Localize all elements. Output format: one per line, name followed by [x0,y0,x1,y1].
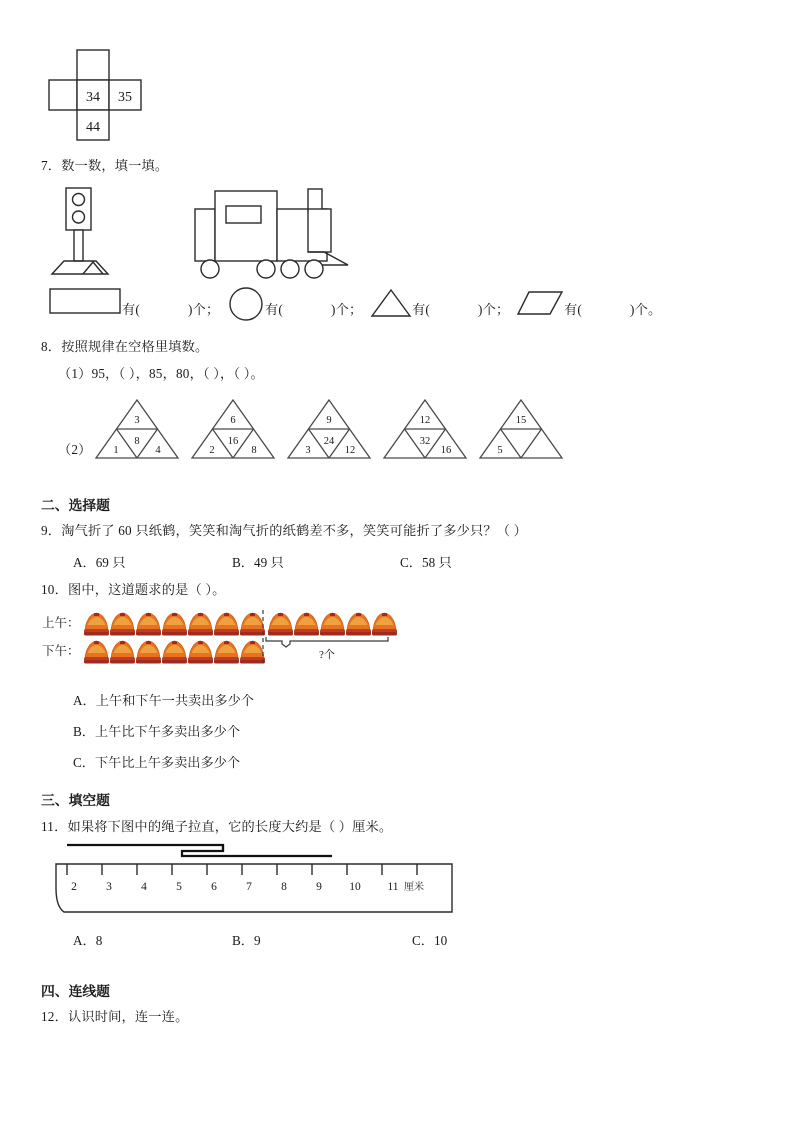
cross-value-mid-center: 34 [86,90,100,105]
rectangle-shape [50,289,120,313]
ruler-tick-4: 4 [141,881,147,893]
tri3-right: 12 [344,445,356,456]
tri2-top: 6 [230,415,236,426]
q10-row1-breads [84,613,397,636]
tri3-mid: 24 [323,436,335,447]
q8-part1-label: （1） [58,366,92,381]
cross-cell-top [77,50,109,80]
tri2-mid: 16 [227,436,239,447]
q7-para-label-before: 有( [564,302,582,317]
train-figure [193,187,358,279]
q7-circle-label-after: )个； [330,302,363,317]
q12-number: 12． [41,1009,68,1024]
signal-base-triangle [83,262,103,274]
q11-option-c[interactable]: C．10 [412,933,448,948]
ruler-tick-3: 3 [106,881,112,893]
q11-number: 11． [41,819,68,834]
q11-option-b[interactable]: B．9 [232,933,261,948]
q12-heading [41,1007,188,1027]
rope-shape [67,845,332,856]
train-wheel-3 [281,260,299,278]
q9-option-b[interactable]: B．49 只 [232,555,284,570]
train-front-block [195,209,215,261]
q7-tri-label-before: 有( [412,302,430,317]
train-wheel-1 [201,260,219,278]
triangle-puzzle-1 [92,398,182,460]
signal-lamp-lower [73,211,85,223]
ruler-tick-7: 7 [246,881,252,893]
q10-prompt: 图中，这道题求的是（ ）。 [67,582,226,597]
train-window [226,206,261,223]
tri2-left: 2 [209,445,215,456]
q7-rect-label-after: )个； [187,302,220,317]
ruler-tick-11: 11 [387,881,399,893]
q7-prompt: 数一数，填一填。 [61,158,169,173]
section-4-title: 四、连线题 [41,984,110,999]
tri5-top: 15 [515,415,527,426]
q11-ruler-figure [56,840,456,922]
q12-prompt: 认识时间，连一连。 [67,1009,189,1024]
tri1-right: 4 [155,445,161,456]
q7-parallelogram-icon [516,290,564,316]
q7-rect-label-before: 有( [122,302,140,317]
train-wheel-4 [305,260,323,278]
triangle-puzzle-3 [284,398,374,460]
q10-brace-label: ?个 [319,649,335,661]
ruler-tick-5: 5 [176,881,182,893]
tri2-right: 8 [251,445,257,456]
circle-shape [230,288,262,320]
q9-heading [41,521,527,541]
triangle-puzzle-5 [476,398,566,460]
ruler-tick-8: 8 [281,881,287,893]
tri5-left: 5 [497,445,503,456]
cross-cell-mid-left [49,80,77,110]
ruler-tick-9: 9 [316,881,322,893]
tri1-left: 1 [113,445,119,456]
ruler-tick-6: 6 [211,881,217,893]
signal-lamp-upper [73,194,85,206]
train-cabin [215,191,277,261]
q7-triangle-label [412,300,509,320]
tri4-right: 16 [440,445,452,456]
q7-heading [41,156,168,176]
triangle-puzzle-2 [188,398,278,460]
triangle-puzzle-4 [380,398,470,460]
ruler-svg [56,840,456,922]
q7-para-label-after: )个。 [629,302,662,317]
traffic-light-figure [46,186,161,281]
q10-option-c[interactable]: C．下午比上午多卖出多少个 [73,755,241,770]
q7-triangle-icon [370,288,412,318]
ruler-ticks [67,864,417,875]
q10-row2-label: 下午： [42,644,80,658]
q7-circle-label-before: 有( [265,302,283,317]
q10-brace [266,637,388,647]
q9-number: 9． [41,523,62,538]
ruler-tick-2: 2 [71,881,77,893]
train-cab-rear [308,209,331,252]
q8-part1 [58,364,264,384]
train-chimney [308,189,322,211]
q9-option-c[interactable]: C．58 只 [400,555,452,570]
tri3-top: 9 [326,415,332,426]
cross-value-bottom: 44 [86,120,100,135]
q11-heading [41,817,392,837]
q8-heading [41,337,208,357]
q7-circle-label [265,300,362,320]
q7-rect-label [122,300,219,320]
ruler-unit-label: 厘米 [404,882,424,893]
triangle-shape [372,290,410,316]
q11-prompt: 如果将下图中的绳子拉直，它的长度大约是（ ）厘米。 [67,819,393,834]
traffic-light-svg [46,186,161,281]
signal-base-trapezoid [52,261,108,274]
bread-diagram-svg [84,610,364,672]
tri1-mid: 8 [134,436,140,447]
q10-option-a[interactable]: A．上午和下午一共卖出多少个 [73,693,254,708]
q7-number: 7． [41,158,62,173]
q10-option-b[interactable]: B．上午比下午多卖出多少个 [73,724,241,739]
section-3-title: 三、填空题 [41,793,110,808]
q10-row1-label: 上午： [42,616,80,630]
ruler-tick-10: 10 [349,881,361,893]
q10-bread-diagram [84,610,364,672]
parallelogram-shape [518,292,562,314]
q8-number: 8． [41,339,62,354]
q7-rectangle-icon [49,288,121,314]
q10-row2-breads [84,641,265,664]
cross-number-grid [48,48,158,138]
q7-circle-icon [228,286,264,322]
q8-prompt: 按照规律在空格里填数。 [61,339,209,354]
q8-part1-sequence: 95，（ ），85，80，（ ），（ ）。 [91,366,264,381]
q11-option-a[interactable]: A．8 [73,933,103,948]
cross-value-mid-right: 35 [118,90,132,105]
q9-prompt: 淘气折了 60 只纸鹤，笑笑和淘气折的纸鹤差不多，笑笑可能折了多少只？（ ） [61,523,528,538]
q10-number: 10． [41,582,68,597]
tri1-top: 3 [134,415,140,426]
q7-tri-label-after: )个； [477,302,510,317]
cross-grid-svg [48,48,158,138]
q8-part2-label: （2） [58,442,92,457]
tri3-left: 3 [305,445,311,456]
section-2-title: 二、选择题 [41,498,110,513]
tri4-top: 12 [419,415,431,426]
tri4-mid: 32 [419,436,431,447]
train-wheel-2 [257,260,275,278]
q9-option-a[interactable]: A．69 只 [73,555,126,570]
signal-pole [74,230,83,261]
q7-para-label [564,300,661,320]
train-svg [193,187,358,279]
q10-heading [41,580,226,600]
